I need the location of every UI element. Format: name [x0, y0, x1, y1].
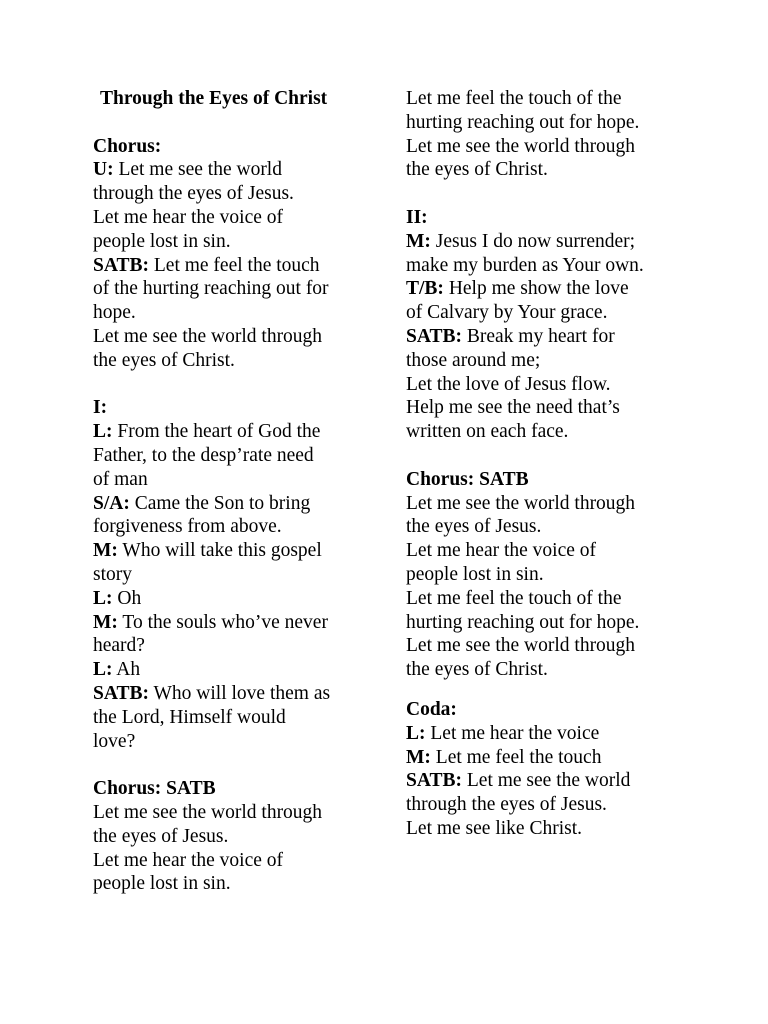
lyric-text: make my burden as Your own.: [406, 254, 644, 276]
verse-2-heading: II:: [406, 206, 428, 228]
lyric-line: [93, 682, 393, 706]
lyric-line: [93, 515, 393, 539]
lyric-text: Let me feel the touch: [149, 254, 320, 276]
lyric-line: [93, 301, 393, 325]
lyric-text: of man: [93, 468, 148, 490]
voice-part-label: SATB:: [406, 325, 462, 347]
voice-part-label: M:: [406, 746, 431, 768]
lyric-line: [93, 349, 393, 373]
lyric-line: [93, 206, 393, 230]
lyric-text: of the hurting reaching out for: [93, 278, 329, 300]
verse-1-heading: I:: [93, 397, 108, 419]
lyric-text: through the eyes of Jesus.: [406, 794, 607, 816]
voice-part-label: SATB:: [93, 682, 149, 704]
lyric-line: [406, 373, 736, 397]
lyric-line: Let me see the world through: [406, 492, 636, 514]
lyric-line: [406, 420, 736, 444]
lyric-text: Let me see the world: [462, 770, 631, 792]
lyric-text: Let me see the world through: [93, 325, 323, 347]
lyric-line: [406, 301, 736, 325]
lyric-text: Help me show the love: [443, 278, 629, 300]
voice-part-label: L:: [93, 659, 113, 681]
coda-lines: [406, 722, 736, 841]
lyric-line: [93, 420, 393, 444]
lyric-text: Came the Son to bring: [129, 492, 311, 514]
voice-part-label: S/A:: [93, 492, 130, 514]
voice-part-label: M:: [93, 540, 118, 562]
lyric-line: people lost in sin.: [93, 873, 231, 895]
lyric-line: Let me feel the touch of the: [406, 587, 622, 609]
lyric-line: [93, 611, 393, 635]
right-column: [406, 87, 736, 841]
lyric-line: Let me see the world through: [93, 801, 323, 823]
lyric-line: [93, 444, 393, 468]
lyric-line: [406, 254, 736, 278]
chorus-2-heading: Chorus: SATB: [93, 778, 216, 800]
chorus-continued-lines: [406, 87, 736, 182]
lyric-text: Let me see like Christ.: [406, 817, 582, 839]
lyric-line: [93, 254, 393, 278]
lyric-text: Let me hear the voice of: [93, 206, 284, 228]
lyric-line: Let me see the world through: [406, 635, 636, 657]
lyric-text: Who will take this gospel: [117, 540, 322, 562]
chorus-lines: [93, 158, 393, 372]
lyric-text: From the heart of God the: [112, 421, 321, 443]
lyric-line: Let me feel the touch of the: [406, 88, 622, 109]
lyric-text: Break my heart for: [462, 325, 615, 347]
voice-part-label: SATB:: [406, 770, 462, 792]
lyric-line: [93, 182, 393, 206]
lyric-line: the eyes of Jesus.: [406, 516, 542, 538]
lyric-text: hope.: [93, 302, 136, 324]
voice-part-label: T/B:: [406, 278, 444, 300]
lyric-text: through the eyes of Jesus.: [93, 183, 294, 205]
lyric-line: [93, 158, 393, 182]
lyric-line: [93, 563, 393, 587]
lyric-line: [406, 769, 736, 793]
lyric-line: [93, 706, 393, 730]
lyric-text: story: [93, 563, 132, 585]
lyric-text: love?: [93, 730, 136, 752]
lyric-line: [406, 746, 736, 770]
lyric-line: [406, 277, 736, 301]
voice-part-label: U:: [93, 159, 114, 181]
lyric-line: [406, 817, 736, 841]
lyric-line: [93, 230, 393, 254]
lyric-line: [93, 634, 393, 658]
lyric-line: [93, 325, 393, 349]
left-column: [93, 87, 393, 896]
lyric-line: hurting reaching out for hope.: [406, 611, 640, 633]
voice-part-label: L:: [406, 722, 426, 744]
lyric-line: the eyes of Christ.: [406, 159, 548, 181]
voice-part-label: SATB:: [93, 254, 149, 276]
coda-heading: Coda:: [406, 698, 457, 720]
lyric-line: Let me see the world through: [406, 135, 636, 157]
voice-part-label: M:: [93, 611, 118, 633]
lyric-line: [406, 793, 736, 817]
lyric-text: Let me feel the touch: [430, 746, 602, 768]
chorus-3-lines: [406, 492, 736, 682]
lyric-text: the eyes of Christ.: [93, 349, 235, 371]
lyric-text: Oh: [112, 587, 142, 609]
chorus-heading: Chorus:: [93, 135, 162, 157]
lyric-line: hurting reaching out for hope.: [406, 111, 640, 133]
verse-1-lines: [93, 420, 393, 753]
lyric-line: [93, 658, 393, 682]
lyric-text: Let me see the world: [113, 159, 282, 181]
lyric-text: To the souls who’ve never: [117, 611, 328, 633]
lyric-text: Who will love them as: [149, 682, 331, 704]
lyric-line: [93, 468, 393, 492]
lyric-line: [406, 396, 736, 420]
voice-part-label: M:: [406, 230, 431, 252]
lyric-line: people lost in sin.: [406, 563, 544, 585]
voice-part-label: L:: [93, 421, 113, 443]
lyric-line: the eyes of Jesus.: [93, 825, 229, 847]
lyric-line: Let me hear the voice of: [93, 849, 284, 871]
lyric-line: [93, 492, 393, 516]
lyric-text: the Lord, Himself would: [93, 706, 286, 728]
lyric-text: Help me see the need that’s: [406, 397, 620, 419]
lyric-text: forgiveness from above.: [93, 516, 282, 538]
song-title: Through the Eyes of Christ: [100, 88, 328, 109]
lyric-text: people lost in sin.: [93, 230, 231, 252]
lyric-line: Let me hear the voice of: [406, 540, 597, 562]
lyric-text: Jesus I do now surrender;: [430, 230, 636, 252]
lyric-text: Let me hear the voice: [425, 722, 600, 744]
lyric-line: [406, 722, 736, 746]
lyric-text: Father, to the desp’rate need: [93, 444, 314, 466]
verse-2-lines: [406, 230, 736, 444]
lyric-text: Ah: [112, 659, 141, 681]
lyric-line: [93, 587, 393, 611]
lyric-text: Let the love of Jesus flow.: [406, 373, 611, 395]
lyric-line: [406, 230, 736, 254]
lyric-line: [93, 730, 393, 754]
lyric-line: [406, 325, 736, 349]
lyric-line: [93, 277, 393, 301]
chorus-2-lines: [93, 801, 393, 896]
lyric-text: heard?: [93, 635, 145, 657]
lyric-text: written on each face.: [406, 421, 569, 443]
lyric-text: of Calvary by Your grace.: [406, 302, 608, 324]
lyric-line: the eyes of Christ.: [406, 659, 548, 681]
voice-part-label: L:: [93, 587, 113, 609]
chorus-3-heading: Chorus: SATB: [406, 468, 529, 490]
lyric-line: [93, 539, 393, 563]
lyric-text: those around me;: [406, 349, 541, 371]
lyric-line: [406, 349, 736, 373]
